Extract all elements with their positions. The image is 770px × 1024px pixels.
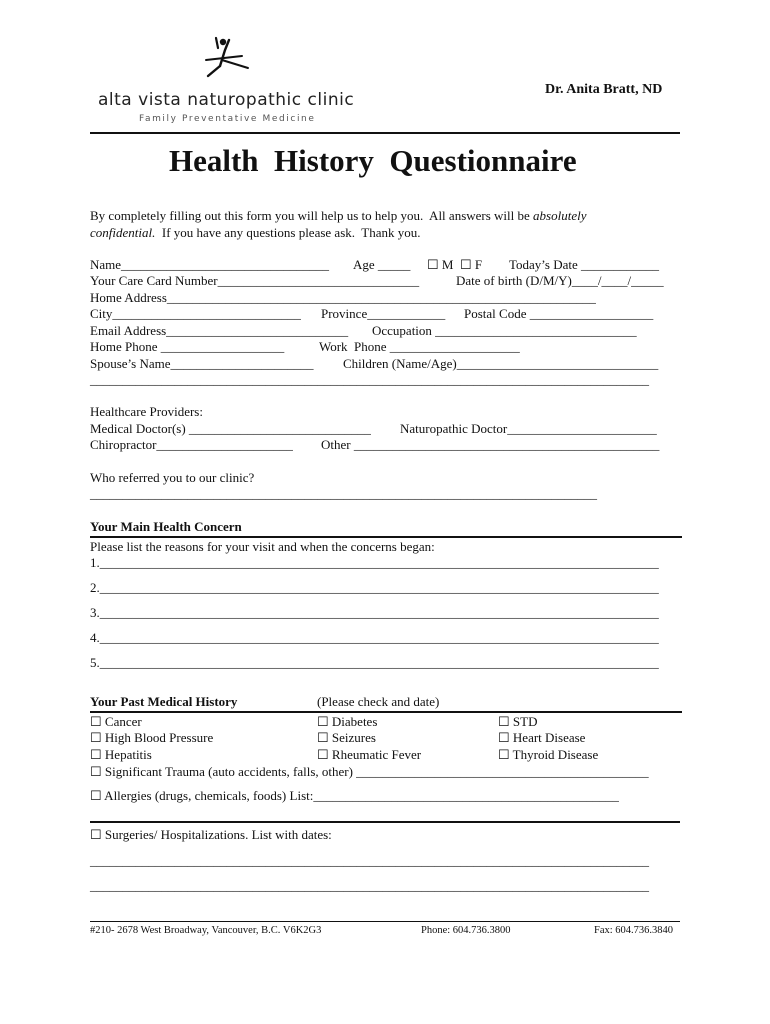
clinic-name: alta vista naturopathic clinic [98, 90, 355, 110]
work-phone-field[interactable]: Work Phone ____________________ [319, 339, 520, 354]
concern-item-5[interactable]: 5.______________________________________________________________________________________ [90, 655, 659, 670]
checkbox-thyroid-disease[interactable]: ☐ Thyroid Disease [498, 747, 599, 762]
checkbox-hepatitis[interactable]: ☐ Hepatitis [90, 747, 152, 762]
main-concern-heading: Your Main Health Concern [90, 519, 242, 534]
sex-checkboxes[interactable]: ☐ M ☐ F [427, 257, 483, 272]
concern-item-1[interactable]: 1.______________________________________________________________________________________ [90, 555, 659, 570]
checkbox-high-blood-pressure[interactable]: ☐ High Blood Pressure [90, 730, 214, 745]
surgeries-line-1[interactable]: ______________________________________________________________________________________ [90, 853, 649, 868]
referral-question: Who referred you to our clinic? [90, 470, 255, 485]
allergies-divider [90, 821, 680, 823]
referral-field[interactable]: ______________________________________________________________________________ [90, 486, 597, 501]
intro-line-1 [90, 208, 586, 224]
checkbox-significant-trauma[interactable]: ☐ Significant Trauma (auto accidents, falls, other) _____________________________________________ [90, 764, 649, 779]
other-provider-field[interactable]: Other _______________________________________________ [321, 437, 660, 452]
doctor-name: Dr. Anita Bratt, ND [545, 82, 663, 97]
clinic-logo-figure [196, 36, 256, 82]
header-divider [90, 132, 680, 134]
footer-phone: Phone: 604.736.3800 [421, 925, 511, 936]
surgeries-line-2[interactable]: ______________________________________________________________________________________ [90, 878, 649, 893]
past-history-note: (Please check and date) [317, 694, 440, 709]
checkbox-heart-disease[interactable]: ☐ Heart Disease [498, 730, 586, 745]
email-field[interactable]: Email Address____________________________ [90, 323, 349, 338]
care-card-field[interactable]: Your Care Card Number_______________________________ [90, 273, 420, 288]
concern-prompt: Please list the reasons for your visit and when the concerns began: [90, 539, 435, 554]
footer-fax: Fax: 604.736.3840 [594, 925, 674, 936]
page-title: Health History Questionnaire [169, 143, 577, 178]
checkbox-std[interactable]: ☐ STD [498, 714, 538, 729]
concern-item-2[interactable]: 2.______________________________________________________________________________________ [90, 580, 659, 595]
footer-address: #210- 2678 West Broadway, Vancouver, B.C. V6K2G3 [90, 925, 322, 936]
city-field[interactable]: City_____________________________ [90, 306, 301, 321]
checkbox-rheumatic-fever[interactable]: ☐ Rheumatic Fever [317, 747, 422, 762]
extra-line[interactable]: ______________________________________________________________________________________ [90, 372, 649, 387]
spouse-name-field[interactable]: Spouse’s Name______________________ [90, 356, 314, 371]
home-phone-field[interactable]: Home Phone ___________________ [90, 339, 285, 354]
intro-text: By completely filling out this form you will help us to help you. All answers will be [90, 208, 534, 223]
footer-divider [90, 921, 680, 922]
clinic-tagline: Family Preventative Medicine [139, 114, 316, 124]
postal-code-field[interactable]: Postal Code ___________________ [464, 306, 654, 321]
checkbox-cancer[interactable]: ☐ Cancer [90, 714, 142, 729]
concern-item-4[interactable]: 4.______________________________________________________________________________________ [90, 630, 659, 645]
todays-date-field[interactable]: Today’s Date ____________ [509, 257, 660, 272]
province-field[interactable]: Province____________ [321, 306, 446, 321]
intro-text-2: If you have any questions please ask. Thank you. [155, 225, 421, 240]
checkbox-allergies[interactable]: ☐ Allergies (drugs, chemicals, foods) List:_______________________________________________ [90, 788, 619, 803]
name-field[interactable]: Name________________________________ [90, 257, 330, 272]
checkbox-seizures[interactable]: ☐ Seizures [317, 730, 376, 745]
intro-emphasis-2: confidential. [90, 225, 156, 240]
providers-heading: Healthcare Providers: [90, 404, 203, 419]
intro-line-2 [90, 225, 420, 241]
occupation-field[interactable]: Occupation _______________________________ [372, 323, 637, 338]
intro-emphasis: absolutely [533, 208, 587, 223]
checkbox-diabetes[interactable]: ☐ Diabetes [317, 714, 378, 729]
home-address-field[interactable]: Home Address__________________________________________________________________ [90, 290, 596, 305]
dob-field[interactable]: Date of birth (D/M/Y)____/____/_____ [456, 273, 664, 288]
naturopathic-doctor-field[interactable]: Naturopathic Doctor_______________________ [400, 421, 657, 436]
chiropractor-field[interactable]: Chiropractor_____________________ [90, 437, 293, 452]
medical-doctor-field[interactable]: Medical Doctor(s) ____________________________ [90, 421, 371, 436]
children-field[interactable]: Children (Name/Age)_______________________________ [343, 356, 659, 371]
concern-item-3[interactable]: 3.______________________________________________________________________________________ [90, 605, 659, 620]
age-field[interactable]: Age _____ [353, 257, 411, 272]
checkbox-surgeries[interactable]: ☐ Surgeries/ Hospitalizations. List with dates: [90, 827, 332, 842]
past-history-heading: Your Past Medical History [90, 694, 238, 709]
history-divider [90, 711, 682, 713]
concern-divider [90, 536, 682, 538]
